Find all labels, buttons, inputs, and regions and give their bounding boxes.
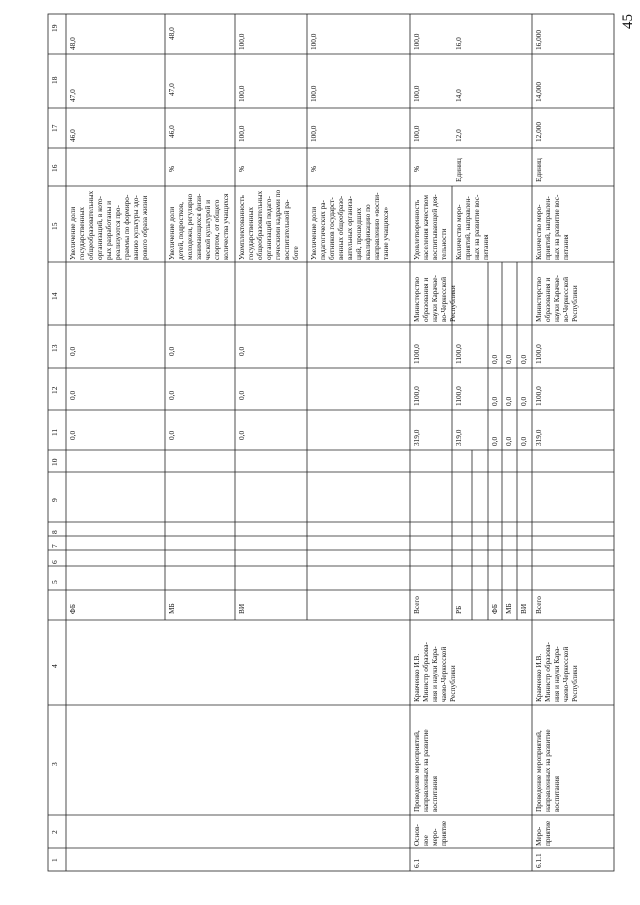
r61-u1: % [412, 165, 421, 172]
vi-label: ВИ [237, 603, 246, 614]
c17: 100,0 [237, 125, 246, 142]
header-col5: 5 [50, 580, 59, 584]
mb12: 0,0 [167, 390, 176, 400]
r61-u2: Единиц [454, 158, 463, 182]
c18: 100,0 [237, 85, 246, 102]
r61-mb13: 0,0 [504, 354, 513, 364]
r61-v12: 1100,0 [412, 386, 421, 406]
header-col17: 17 [50, 124, 59, 132]
r61-fb11: 0,0 [490, 436, 499, 446]
r611-y17: 12,000 [534, 121, 543, 142]
r61-fb13: 0,0 [490, 354, 499, 364]
header-col2: 2 [50, 830, 59, 834]
mb11: 0,0 [167, 430, 176, 440]
header-col7: 7 [50, 544, 59, 548]
ind-c: Укомплектованность государственных общеобразовательных организаций педаго- гическими кадрами по воспитательной ра- боте [237, 189, 300, 260]
r611-v11: 319,0 [534, 429, 543, 446]
header-col9: 9 [50, 498, 59, 502]
header-col18: 18 [50, 76, 59, 84]
header-col16: 16 [50, 164, 59, 172]
header-col10: 10 [50, 458, 59, 466]
r61-mb: МБ [504, 603, 513, 614]
r61-vi: ВИ [519, 603, 528, 614]
r611-resp: Министерство образования и науки Карачае- во-Черкесской Республики [534, 275, 579, 322]
r61-y18: 100,0 [412, 85, 421, 102]
b19: 48,0 [167, 27, 176, 40]
vi13: 0,0 [237, 346, 246, 356]
r61-exec: Кравченко И.В. Министр образова- ния и науки Кара- чаево-Черкесской Республики [412, 642, 457, 702]
header-col4: 4 [50, 664, 59, 668]
c19: 100,0 [237, 33, 246, 50]
r61-src-total: Всего [412, 596, 421, 614]
fb13: 0,0 [68, 346, 77, 356]
r611-v12: 1100,0 [534, 386, 543, 406]
ub: % [167, 165, 176, 172]
header-col13: 13 [50, 344, 59, 352]
header-col19: 19 [50, 24, 59, 32]
mb-label: МБ [167, 603, 176, 614]
r61-num: 6.1 [412, 858, 421, 868]
ind-a: Увеличение доли государственных общеобразовательных организаций, в кото- рых разработаны и реализуются про- граммы по формиро- ванию культуры здо- рового образа жизни [68, 190, 149, 260]
r61-y2-17: 12,0 [454, 129, 463, 142]
ind-b: Увеличение доли детей, подростков, молодежи, регулярно занимающихся физи- ческой культурой и спортом, от общего количества учащихся [167, 193, 230, 260]
r61-resp: Министерство образования и науки Карачае- во-Черкесской Республики [412, 275, 457, 322]
r611-exec: Кравченко И.В. Министр образова- ния и науки Кара- чаево-Черкесской Республики [534, 642, 579, 702]
r61-fb12: 0,0 [490, 396, 499, 406]
r61-rb: РБ [454, 605, 463, 614]
r61-mb11: 0,0 [504, 436, 513, 446]
r611-name: Проведение мероприятий, направленных на развитие воспитания [534, 729, 561, 812]
header-col14: 14 [50, 292, 59, 300]
r61-vi11: 0,0 [519, 436, 528, 446]
r61-v11: 319,0 [412, 429, 421, 446]
r611-y19: 16,000 [534, 29, 543, 50]
r61-y2-19: 16,0 [454, 37, 463, 50]
r611-y18: 14,000 [534, 81, 543, 102]
r61-vi13: 0,0 [519, 354, 528, 364]
r61-y2-18: 14,0 [454, 89, 463, 102]
r61-type: Основ- ное меро- приятие [412, 820, 448, 846]
header-col8: 8 [50, 530, 59, 534]
r61-y17: 100,0 [412, 125, 421, 142]
ind-d: Увеличение доли педагогических ра- ботников государст- венных общеобразо- вательных организа- ций, прошедших квалификацию по направлению «воспи- тание учащихся» [309, 192, 390, 260]
r61-ind2: Количество меро- приятий, направлен- ных на развитие вос- питания [454, 194, 490, 260]
header-col6: 6 [50, 560, 59, 564]
fb-label: ФБ [68, 604, 77, 614]
r61-rb13: 1100,0 [454, 344, 463, 364]
r61-rb12: 1100,0 [454, 386, 463, 406]
d18: 100,0 [309, 85, 318, 102]
a18: 47,0 [68, 89, 77, 102]
r61-vi12: 0,0 [519, 396, 528, 406]
b17: 46,0 [167, 125, 176, 138]
r61-ind1: Удовлетворенность населения качеством воспитывающей дея- тельности [412, 194, 448, 260]
a17: 46,0 [68, 129, 77, 142]
vi12: 0,0 [237, 390, 246, 400]
fb11: 0,0 [68, 430, 77, 440]
r611-num: 6.1.1 [534, 853, 543, 868]
r61-rb11: 319,0 [454, 429, 463, 446]
fb12: 0,0 [68, 390, 77, 400]
page-number: 45 [620, 14, 636, 29]
r61-mb12: 0,0 [504, 396, 513, 406]
header-col12: 12 [50, 386, 59, 394]
r61-v13: 1100,0 [412, 344, 421, 364]
header-col3: 3 [50, 762, 59, 766]
d17: 100,0 [309, 125, 318, 142]
r61-fb: ФБ [490, 604, 499, 614]
r61-name: Проведение мероприятий, направленных на развитие воспитания [412, 729, 439, 812]
r61-y19: 100,0 [412, 33, 421, 50]
mb13: 0,0 [167, 346, 176, 356]
d19: 100,0 [309, 33, 318, 50]
header-col11: 11 [50, 428, 59, 436]
r611-src-total: Всего [534, 596, 543, 614]
header-col15: 15 [50, 222, 59, 230]
b18: 47,0 [167, 83, 176, 96]
r611-u: Единиц [534, 158, 543, 182]
uc: % [237, 165, 246, 172]
r611-ind: Количество меро- приятий, направлен- ных на развитие вос- питания [534, 194, 570, 260]
r611-v13: 1100,0 [534, 344, 543, 364]
header-col1: 1 [50, 858, 59, 862]
vi11: 0,0 [237, 430, 246, 440]
a19: 48,0 [68, 37, 77, 50]
r611-type: Меро- приятие [534, 820, 552, 846]
ud: % [309, 165, 318, 172]
